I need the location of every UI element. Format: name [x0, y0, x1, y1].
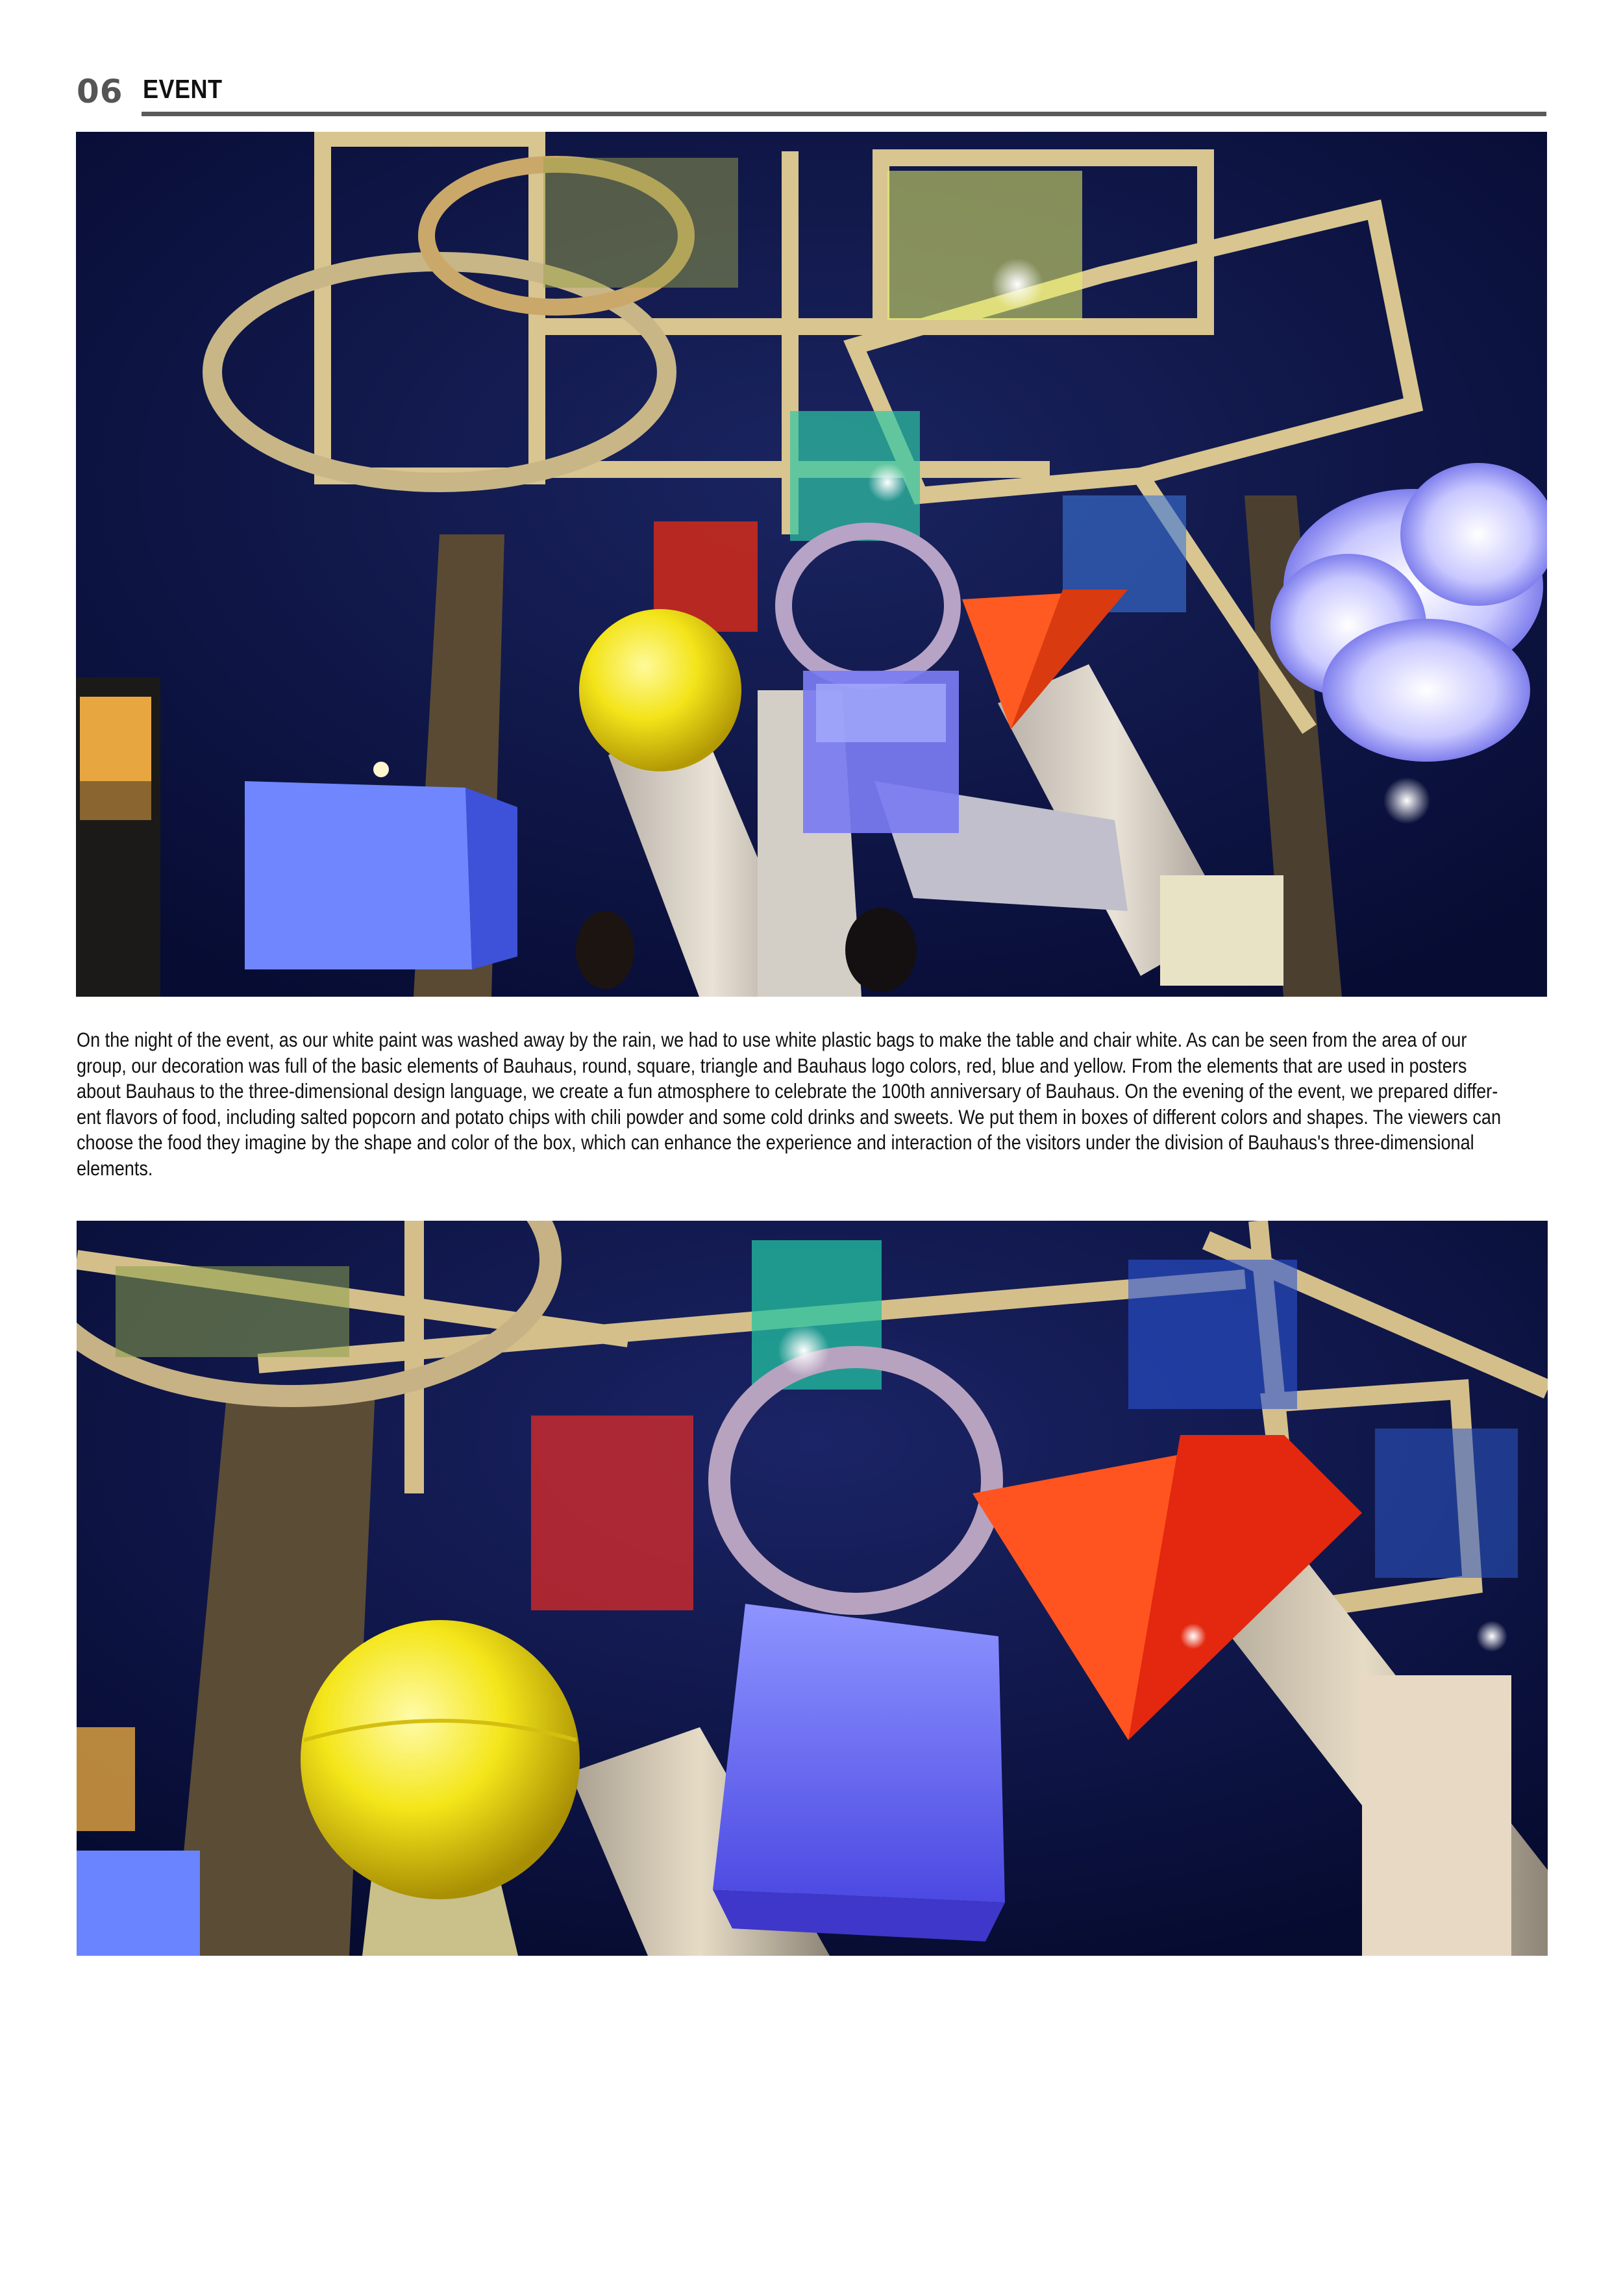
description-line: On the night of the event, as our white paint was washed away by the rain, we had to use white plastic bags to make the table and chair white. As can be seen from the area of our — [77, 1028, 1467, 1051]
description-line: choose the food they imagine by the shape and color of the box, which can enhance the experience and interaction of the visitors under the division of Bauhaus's three-dimensional — [77, 1130, 1474, 1154]
description-line: ent flavors of food, including salted popcorn and potato chips with chili powder and some cold drinks and sweets. We put them in boxes of different colors and shapes. The viewers can — [77, 1104, 1502, 1129]
event-description — [77, 1027, 1506, 1181]
header-rule — [142, 112, 1546, 116]
description-line: about Bauhaus to the three-dimensional design language, we create a fun atmosphere to celebrate the 100th anniversary of Bauhaus. On the evening of the event, we prepared differ- — [77, 1079, 1498, 1103]
section-title: EVENT — [143, 74, 223, 104]
event-installation-closeup-photo — [77, 1221, 1548, 1956]
event-installation-wide-photo — [76, 132, 1547, 997]
description-line: elements. — [77, 1156, 153, 1180]
page-number: 06 — [77, 73, 123, 110]
description-line: group, our decoration was full of the basic elements of Bauhaus, round, square, triangle and Bauhaus logo colors, red, blue and yellow. From the elements that are used in posters — [77, 1053, 1467, 1077]
